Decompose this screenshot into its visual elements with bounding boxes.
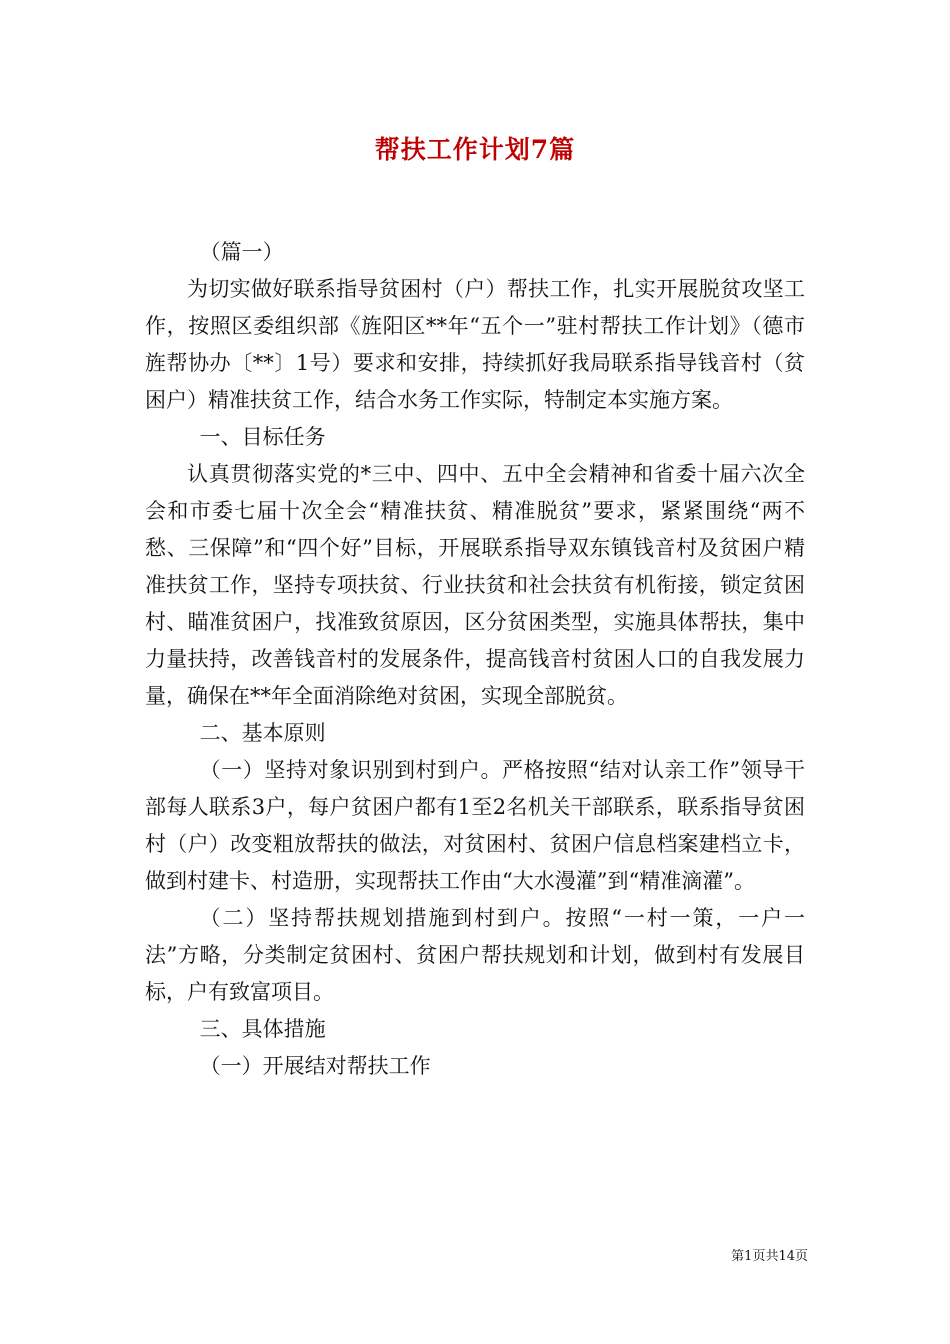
document-title: 帮扶工作计划7篇 bbox=[374, 135, 576, 164]
heading-goals: 一、目标任务 bbox=[199, 425, 326, 449]
paragraph-goals: 认真贯彻落实党的*三中、四中、五中全会精神和省委十届六次全会和市委七届十次全会“精准扶贫、精准脱贫”要求，紧紧围绕“两不愁、三保障”和“四个好”目标，开展联系指导双东镇钱音村及贫困户精准扶贫工作，坚持专项扶贫、行业扶贫和社会扶贫有机衔接，锁定贫困村、瞄准贫困户，找准致贫原因，区分贫困类型，实施具体帮扶，集中力量扶持，改善钱音村的发展条件，提高钱音村贫困人口的自我发展力量，确保在**年全面消除绝对贫困，实现全部脱贫。 bbox=[145, 462, 805, 708]
heading-principles: 二、基本原则 bbox=[199, 721, 326, 745]
heading-measures: 三、具体措施 bbox=[199, 1017, 326, 1041]
page-number: 第1页共14页 bbox=[731, 1249, 808, 1264]
paragraph-intro: 为切实做好联系指导贫困村（户）帮扶工作，扎实开展脱贫攻坚工作，按照区委组织部《旌阳区**年“五个一”驻村帮扶工作计划》（德市旌帮协办〔**〕1号）要求和安排，持续抓好我局联系指导钱音村（贫困户）精准扶贫工作，结合水务工作实际，特制定本实施方案。 bbox=[145, 277, 805, 412]
paragraph-principle-1: （一）坚持对象识别到村到户。严格按照“结对认亲工作”领导干部每人联系3户，每户贫困户都有1至2名机关干部联系，联系指导贫困村（户）改变粗放帮扶的做法，对贫困村、贫困户信息档案建档立卡，做到村建卡、村造册，实现帮扶工作由“大水漫灌”到“精准滴灌”。 bbox=[145, 758, 805, 893]
document-body bbox=[145, 234, 805, 1085]
section-label: （篇一） bbox=[199, 240, 284, 264]
subheading-measure-1: （一）开展结对帮扶工作 bbox=[199, 1054, 431, 1078]
paragraph-principle-2: （二）坚持帮扶规划措施到村到户。按照“一村一策，一户一法”方略，分类制定贫困村、贫困户帮扶规划和计划，做到村有发展目标，户有致富项目。 bbox=[145, 906, 805, 1004]
